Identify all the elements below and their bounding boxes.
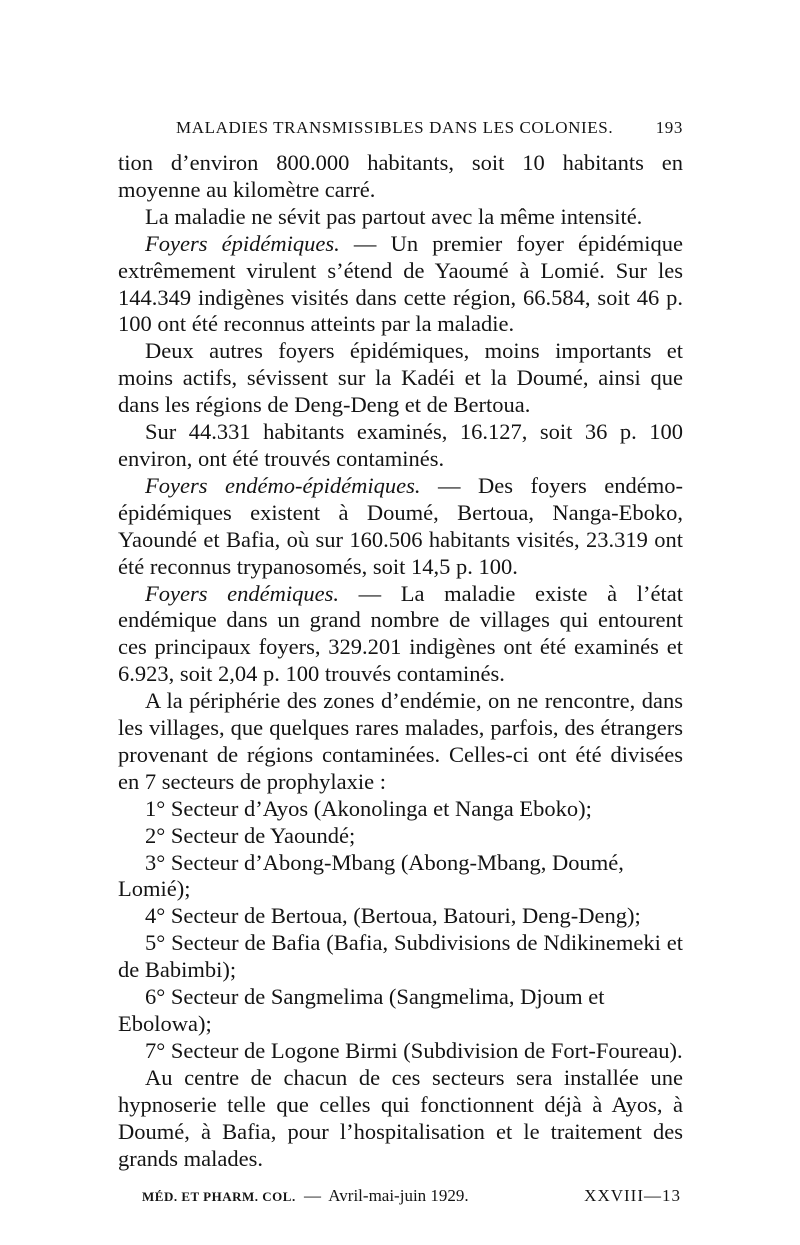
paragraph-endemo-epidemic-foci: [118, 473, 683, 581]
footer-dash: —: [303, 1186, 321, 1206]
paragraph-intensity: La maladie ne sévit pas partout avec la même intensité.: [145, 203, 643, 229]
footer-citation: [142, 1186, 469, 1206]
list-item: 1° Secteur d’Ayos (Akonolinga et Nanga Eboko);: [145, 795, 592, 821]
list-item: 5° Secteur de Bafia (Bafia, Subdivisions de Ndikinemeki et de Babimbi);: [118, 930, 683, 983]
list-item: 4° Secteur de Bertoua, (Bertoua, Batouri, Deng-Deng);: [145, 903, 641, 929]
section-heading-endemo-epidemic: Foyers endémo-épidémiques.: [145, 472, 421, 498]
paragraph-hypnoserie: Au centre de chacun de ces secteurs sera installée une hypnoserie telle que celles qui fonctionnent déjà à Ayos, à Doumé, à Bafia, pour l’hospitalisation et le traitement des grands malades.: [118, 1064, 683, 1171]
printer-signature: XXVIII—13: [584, 1186, 681, 1206]
section-heading-endemic: Foyers endémiques.: [145, 580, 339, 606]
list-item: 7° Secteur de Logone Birmi (Subdivision de Fort-Foureau).: [145, 1037, 683, 1063]
journal-abbreviation: MÉD. ET PHARM. COL.: [142, 1189, 296, 1205]
paragraph-continuation: tion d’environ 800.000 habitants, soit 10 habitants en moyenne au kilomètre carré.: [118, 150, 683, 202]
section-heading-epidemic: Foyers épidémiques.: [145, 230, 340, 256]
paragraph-text: — La maladie existe à l’état endémique dans un grand nombre de villages qui entourent ces principaux foyers, 329.201 indigènes ont été examinés et 6.923, soit 2,04 p. 100 trouvés contaminés.: [118, 580, 683, 687]
running-header: [176, 118, 683, 150]
paragraph-text: — Des foyers endémo-épidémiques existent à Doumé, Bertoua, Nanga-Eboko, Yaoundé et Bafia, où sur 160.506 habitants visités, 23.319 ont été reconnus trypanosomés, soit 14,5 p. 100.: [118, 472, 683, 579]
list-item: 3° Secteur d’Abong-Mbang (Abong-Mbang, Doumé, Lomié);: [118, 849, 624, 902]
sector-list: [118, 796, 683, 1065]
book-page: [118, 118, 683, 1206]
paragraph-periphery: A la périphérie des zones d’endémie, on ne rencontre, dans les villages, que quelques rares malades, parfois, des étrangers provenant de régions contaminées. Celles-ci ont été divisées en 7 secteurs de prophylaxie :: [118, 688, 683, 794]
paragraph-endemic-foci: [118, 581, 683, 689]
running-title: MALADIES TRANSMISSIBLES DANS LES COLONIES.: [176, 118, 614, 137]
body-text: [118, 150, 683, 1172]
paragraph-examined: Sur 44.331 habitants examinés, 16.127, soit 36 p. 100 environ, ont été trouvés contaminés.: [118, 419, 683, 471]
list-item: 6° Secteur de Sangmelima (Sangmelima, Djoum et Ebolowa);: [118, 984, 605, 1036]
page-footer: [118, 1186, 683, 1206]
page-number: 193: [655, 118, 683, 137]
list-item: 2° Secteur de Yaoundé;: [145, 822, 356, 848]
issue-date: Avril-mai-juin 1929.: [328, 1186, 469, 1206]
paragraph-epidemic-foci: [118, 231, 683, 339]
paragraph-text: — Un premier foyer épidémique extrêmement virulent s’étend de Yaoumé à Lomié. Sur les 144.349 indigènes visités dans cette région, 66.584, soit 46 p. 100 ont été reconnus atteints par la maladie.: [118, 230, 683, 337]
paragraph-other-foci: Deux autres foyers épidémiques, moins importants et moins actifs, sévissent sur la Kadéi et la Doumé, ainsi que dans les régions de Deng-Deng et de Bertoua.: [118, 338, 683, 418]
